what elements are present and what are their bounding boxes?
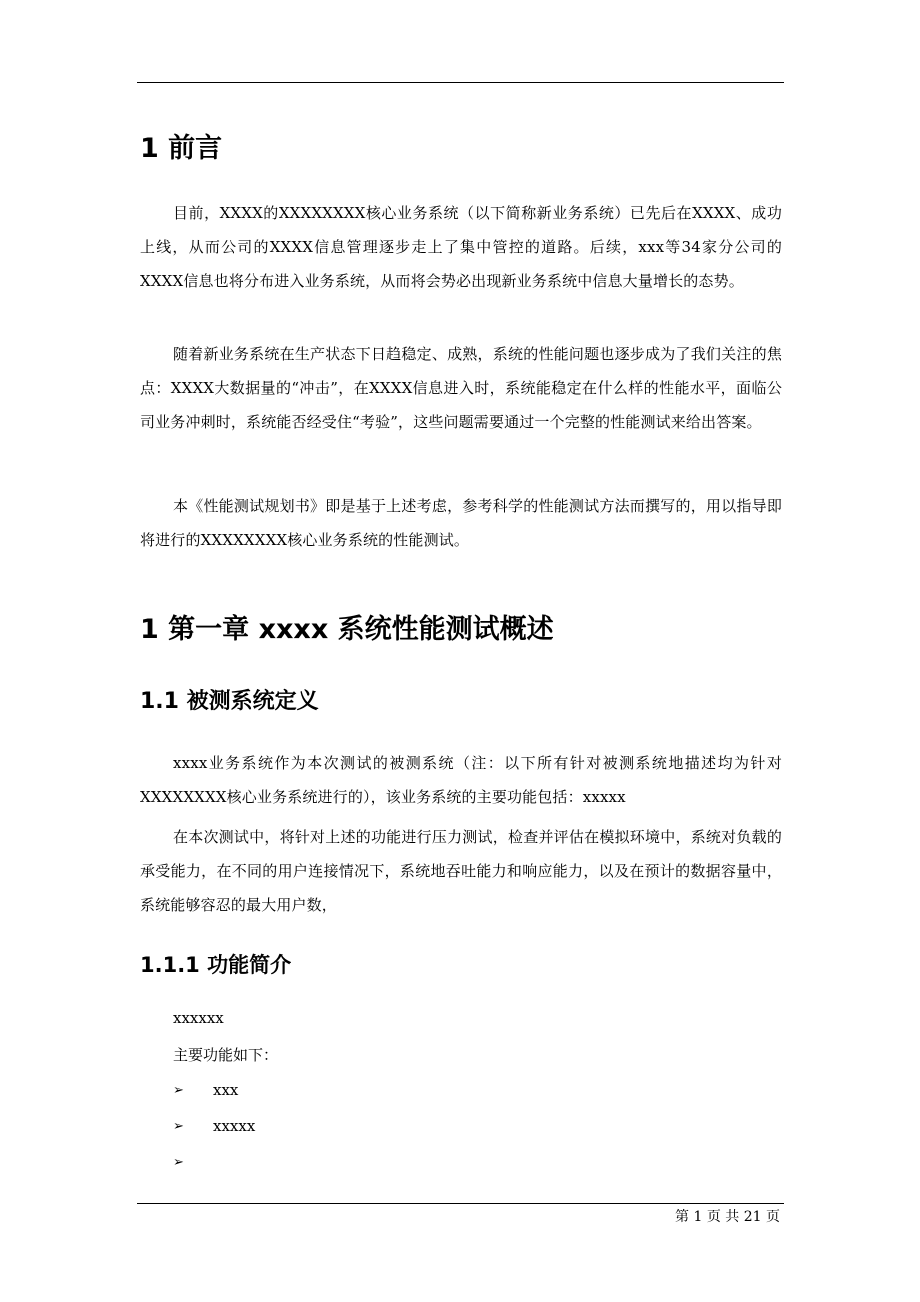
- heading-chapter-1: 1 第一章 xxxx 系统性能测试概述: [140, 614, 554, 645]
- heading-preface: 1 前言: [140, 133, 223, 164]
- bullet-item-3: [173, 1152, 213, 1172]
- heading-1-1-1: 1.1.1 功能简介: [140, 953, 292, 977]
- heading-1-1: 1.1 被测系统定义: [140, 689, 319, 714]
- preface-paragraph-3: 本《性能测试规划书》即是基于上述考虑，参考科学的性能测试方法而撰写的，用以指导即将进行的XXXXXXXX核心业务系统的性能测试。: [140, 497, 782, 549]
- section-1-1-paragraph-1: xxxx业务系统作为本次测试的被测系统（注：以下所有针对被测系统地描述均为针对XXXXXXXX核心业务系统进行的），该业务系统的主要功能包括：xxxxx: [140, 754, 782, 806]
- bullet-item-1: [173, 1080, 238, 1100]
- arrow-bullet-icon: ➢: [173, 1118, 184, 1134]
- bullet-text: xxx: [213, 1081, 239, 1099]
- arrow-bullet-icon: ➢: [173, 1154, 184, 1170]
- section-1-1-paragraph-2: 在本次测试中，将针对上述的功能进行压力测试，检查并评估在模拟环境中，系统对负载的承受能力，在不同的用户连接情况下，系统地吞吐能力和响应能力，以及在预计的数据容量中，系统能够容忍的最大用户数，: [140, 828, 782, 914]
- footer-rule: [137, 1203, 784, 1204]
- bullet-item-2: [173, 1116, 255, 1136]
- features-label: 主要功能如下：: [173, 1046, 279, 1064]
- bullet-text: xxxxx: [213, 1117, 256, 1135]
- preface-paragraph-1: 目前，XXXX的XXXXXXXX核心业务系统（以下简称新业务系统）已先后在XXXX、成功上线，从而公司的XXXX信息管理逐步走上了集中管控的道路。后续，xxx等34家分公司的XXXX信息也将分布进入业务系统，从而将会势必出现新业务系统中信息大量增长的态势。: [140, 204, 782, 290]
- page-footer: 第 1 页 共 21 页: [675, 1209, 780, 1225]
- preface-paragraph-2: 随着新业务系统在生产状态下日趋稳定、成熟，系统的性能问题也逐步成为了我们关注的焦点：XXXX大数据量的“冲击”，在XXXX信息进入时，系统能稳定在什么样的性能水平，面临公司业务冲刺时，系统能否经受住“考验”，这些问题需要通过一个完整的性能测试来给出答案。: [140, 345, 782, 431]
- intro-text: xxxxxx: [173, 1009, 224, 1027]
- header-rule: [137, 82, 784, 83]
- arrow-bullet-icon: ➢: [173, 1082, 184, 1098]
